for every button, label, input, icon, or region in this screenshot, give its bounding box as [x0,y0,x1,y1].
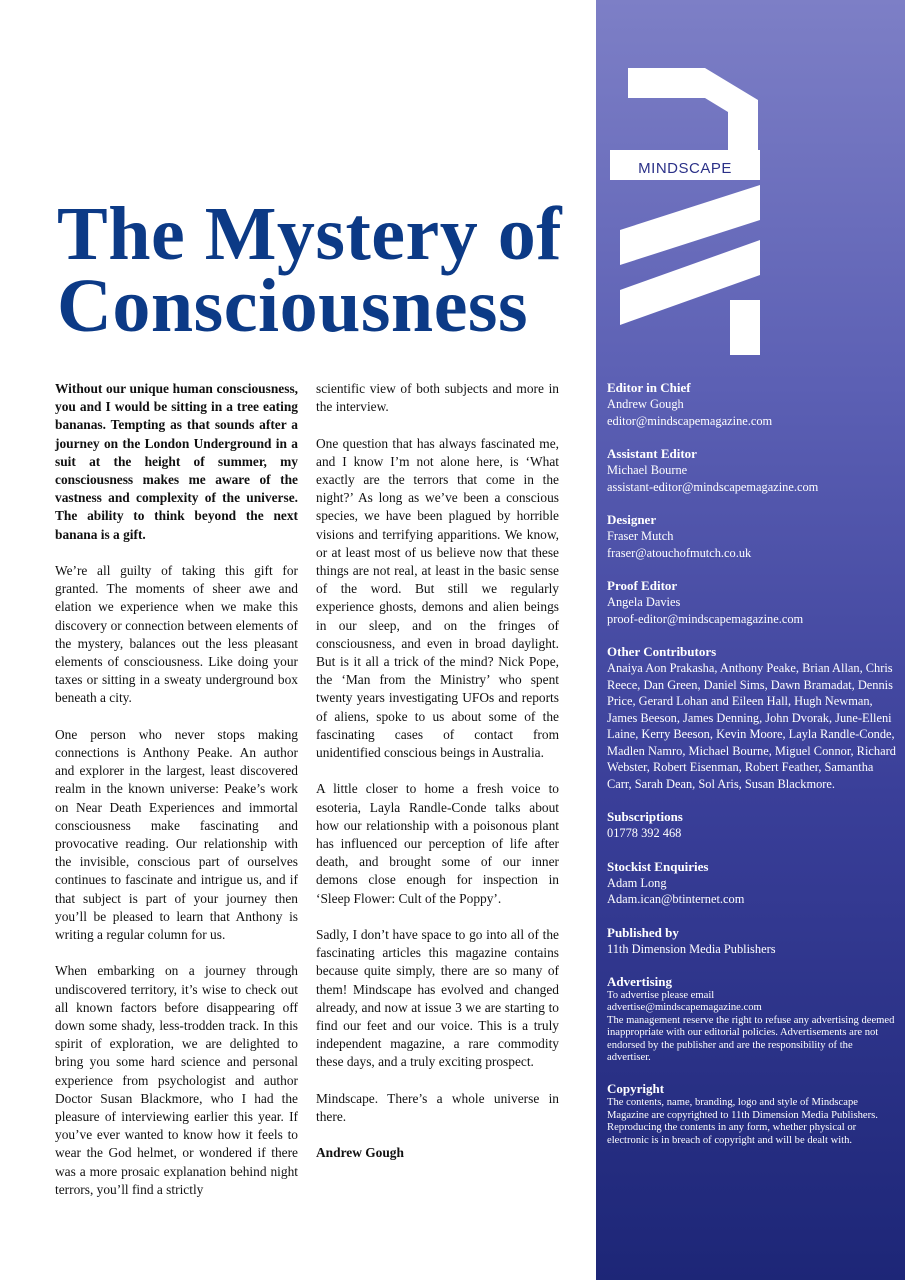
advertising-policy: The management reserve the right to refuse any advertising deemed inappropriate with our editorial policies. Advertisements are not endorsed by the publisher and are the responsibility of the advertiser. [607,1014,895,1064]
credit-heading: Copyright [607,1081,665,1097]
author-signature: Andrew Gough [316,1145,404,1161]
credit-heading: Other Contributors [607,644,717,659]
credit-heading: Designer [607,512,657,527]
logo-stroke-top [628,68,705,98]
credit-advertising [607,974,897,1064]
masthead-credits [607,380,897,1164]
credit-email: Adam.ican@btinternet.com [607,892,745,906]
lead-paragraph: Without our unique human consciousness, you and I would be sitting in a tree eating bananas. Tempting as that sounds after a journey on the London Underground in a suit at the height of summer, my consciousness makes me aware of the vastness and complexity of the universe. The ability to think beyond the next banana is a gift. [55,381,298,542]
credit-email: editor@mindscapemagazine.com [607,413,773,428]
credit-name: Angela Davies [607,595,681,609]
subscriptions-phone: 01778 392 468 [607,826,682,840]
copyright-notice: The contents, name, branding, logo and style of Mindscape Magazine are copyrighted to 11th Dimension Media Publishers. Reproducing the contents in any form, whether physical or electronic is in breach of copyright and will be dealt with. [607,1097,878,1146]
credit-email: assistant-editor@mindscapemagazine.com [607,479,819,494]
body-paragraph: scientific view of both subjects and more in the interview. [316,381,559,415]
body-paragraph: When embarking on a journey through undiscovered territory, it’s wise to check out all known factors before disappearing off down some shady, less-trodden track. In this spirit of exploration, we are delighted to bring you some hard science and personal experience from psychologist and author Doctor Susan Blackmore, who I had the pleasure of interviewing earlier this year. If you’ve ever wanted to know how it feels to wear the God helmet, or wondered if there was a more prosaic explanation behind night terrors, you’ll find a strictly [55,963,298,1197]
credit-name: Adam Long [607,875,667,890]
advertising-email: advertise@mindscapemagazine.com [607,1002,762,1014]
body-paragraph: A little closer to home a fresh voice to esoteria, Layla Randle-Conde talks about how our relationship with a poisonous plant has influenced our perception of life after death, and brought some of our inner demons close enough for inspection in ‘Sleep Flower: Cult of the Poppy’. [316,781,559,906]
body-paragraph: One person who never stops making connections is Anthony Peake. An author and explorer in the largest, least discovered realm in the known universe: Peake’s work on Near Death Experiences and immortal consciousness make fascinating and provocative reading. Our relationship with the invisible, conscious part of ourselves continues to fascinate and intrigue us, and if that subject is part of your journey then you’ll be pleased to learn that Anthony is writing a regular column for us. [55,726,298,943]
body-paragraph: One question that has always fascinated me, and I know I’m not alone here, is ‘What exactly are the terrors that come in the night?’ As long as we’ve been a conscious species, we have been plagued by horrible visions and terrifying apparitions. We know, or at least most of us believe now that these things are not real, at least in the basic sense of the word. But still we regularly experience ghosts, demons and alien beings in our sleep, and on the fringes of consciousness, and even in broad daylight. But is it all a trick of the mind? Nick Pope, the ‘Man from the Ministry’ who spent twenty years investigating UFOs and reports of aliens, spoke to us about some of the fascinating cases of contact from unidentified conscious beings in Australia. [316,435,559,761]
article-column-2 [316,380,559,1181]
body-paragraph: Mindscape. There’s a whole universe in there. [316,1090,559,1125]
credit-email: fraser@atouchofmutch.co.uk [607,545,752,560]
credit-published-by [607,925,897,958]
credit-designer [607,512,897,561]
credit-name: Andrew Gough [607,397,684,411]
credit-stockist-enquiries [607,859,897,908]
credit-name: Michael Bourne [607,463,688,477]
credit-copyright [607,1081,897,1147]
mindscape-logo [610,60,760,360]
advertising-line: To advertise please email [607,990,715,1001]
logo-stroke-bottom [730,300,760,355]
credit-heading: Assistant Editor [607,446,697,461]
credit-heading: Published by [607,924,679,940]
credit-heading: Stockist Enquiries [607,858,709,874]
publisher-name: 11th Dimension Media Publishers [607,941,776,956]
contributors-list: Anaiya Aon Prakasha, Anthony Peake, Brian Allan, Chris Reece, Dan Green, Daniel Sims, Dawn Bramadat, Dennis Price, Gerard Lohan and Eileen Hall, Hugh Newman, James Beeson, James Denning, John Dvorak, June-Elleni Laine, Kerry Beeson, Kevin Moore, Layla Randle-Conde, Madlen Namro, Michael Bourne, Miguel Connor, Richard Webster, Robert Eisenman, Robert Feather, Samantha Carr, Sarah Dean, Sol Aris, Susan Blackmore. [607,661,896,791]
credit-editor-in-chief [607,380,897,429]
credit-assistant-editor [607,446,897,495]
logo-wordmark: MINDSCAPE [638,160,732,177]
title-line-2: Consciousness [57,264,529,348]
credit-proof-editor [607,578,897,627]
credit-heading: Advertising [607,974,672,989]
article-title [57,192,577,348]
credit-email: proof-editor@mindscapemagazine.com [607,611,804,626]
credit-heading: Subscriptions [607,809,683,824]
title-line-1: The Mystery of [57,192,563,276]
credit-heading: Editor in Chief [607,380,691,395]
credit-heading: Proof Editor [607,578,678,593]
credit-subscriptions [607,809,897,842]
body-paragraph: We’re all guilty of taking this gift for granted. The moments of sheer awe and elation we experience when we make this discovery or connection between elements of the mystery, balances out the less pleasant elements of consciousness. Like doing your taxes or sitting in a sweaty underground box beneath a city. [55,563,298,706]
article-column-1 [55,380,298,1217]
credit-name: Fraser Mutch [607,529,674,543]
body-paragraph: Sadly, I don’t have space to go into all of the fascinating articles this magazine contains because quite simply, there are so many of them! Mindscape has evolved and changed already, and now at issue 3 we are starting to find our feet and our voice. This is a truly independent magazine, a rare commodity these days, and a truly exciting prospect. [316,927,559,1070]
credit-other-contributors [607,644,897,792]
